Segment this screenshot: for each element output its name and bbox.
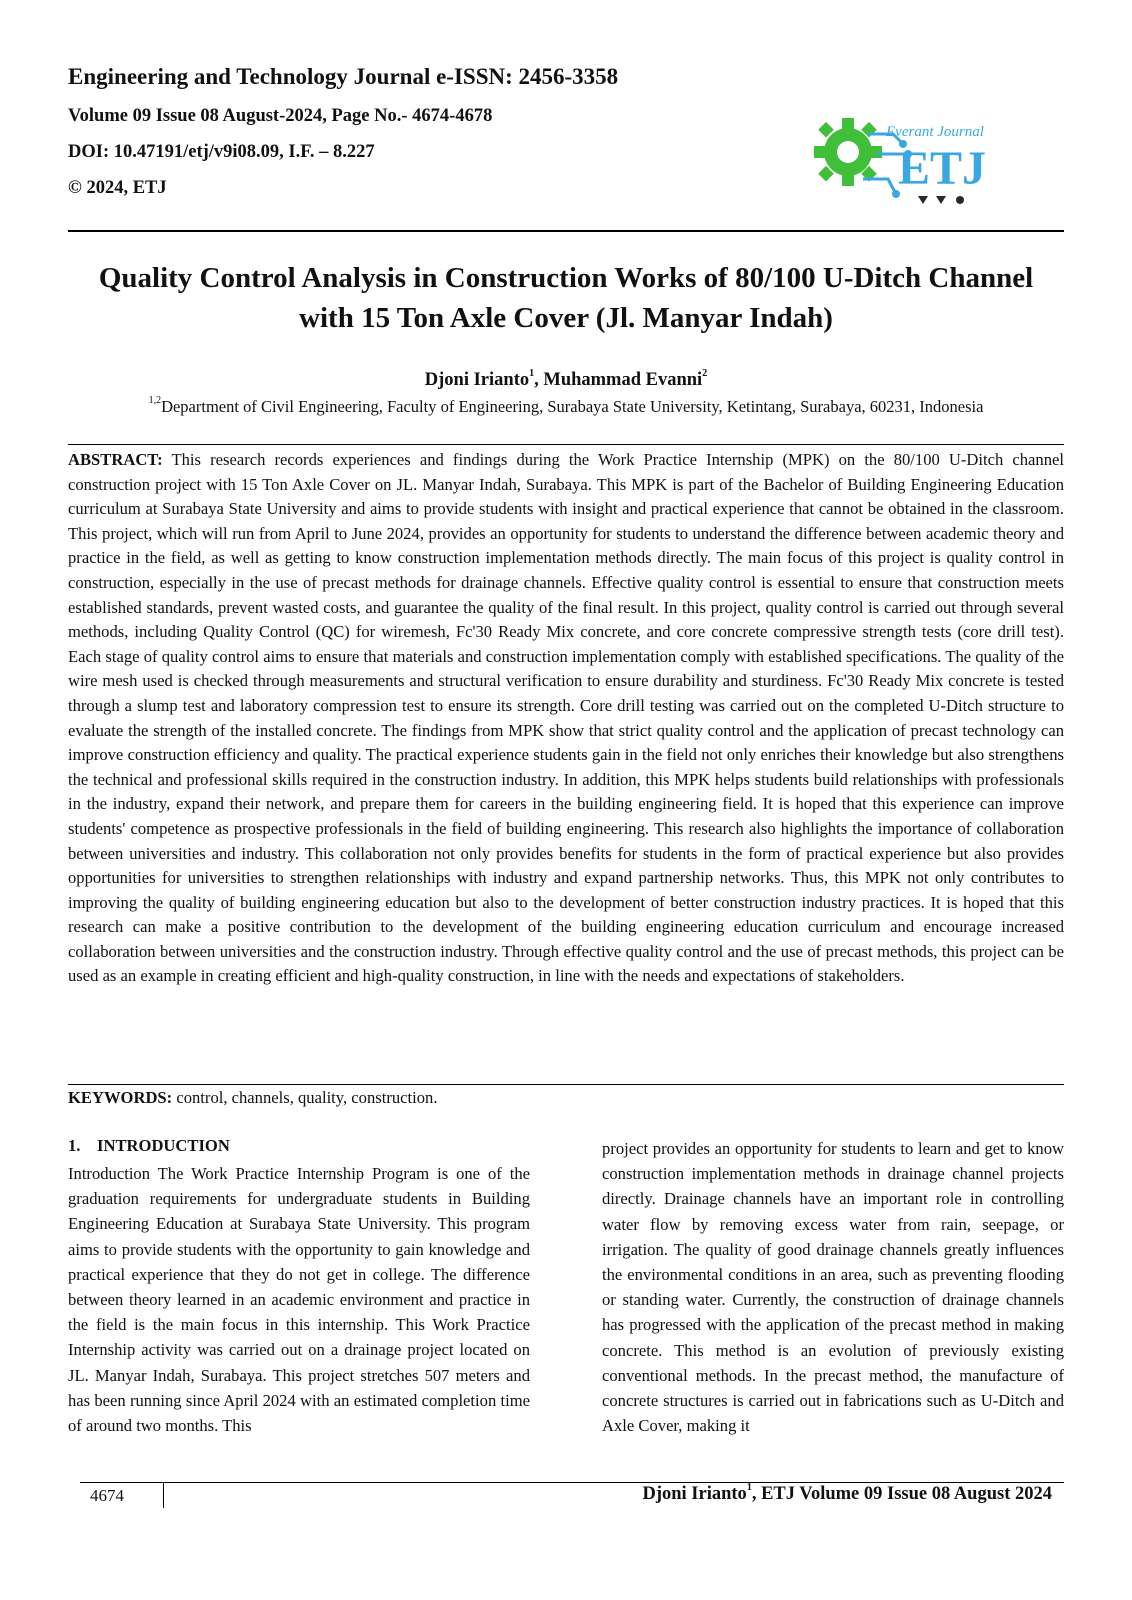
page-number: 4674	[90, 1486, 124, 1505]
footer-author-mark: 1	[746, 1482, 752, 1493]
journal-name: Engineering and Technology Journal e-ISSN: 2456-3358	[68, 64, 619, 89]
section-heading	[68, 1136, 230, 1156]
logo-publisher: Everant Journal	[886, 124, 984, 140]
affiliation	[68, 397, 1064, 417]
abstract-label: ABSTRACT:	[68, 450, 163, 469]
author-separator: ,	[534, 370, 544, 390]
copyright: © 2024, ETJ	[68, 178, 167, 198]
footer-issue: , ETJ Volume 09 Issue 08 August 2024	[751, 1484, 1052, 1504]
journal-logo	[808, 104, 1018, 212]
abstract	[68, 448, 1064, 989]
section-number: 1.	[68, 1136, 81, 1155]
author-name: Djoni Irianto	[424, 370, 530, 390]
doi-info: DOI: 10.47191/etj/v9i08.09, I.F. – 8.227	[68, 142, 375, 162]
author-name: Muhammad Evanni	[543, 370, 703, 390]
footer-separator	[163, 1482, 164, 1508]
affiliation-text: Department of Civil Engineering, Faculty of Engineering, Surabaya State University, Ketintang, Surabaya, 60231, Indonesia	[161, 397, 984, 416]
footer-rule	[80, 1482, 1064, 1483]
intro-right-column: project provides an opportunity for students to learn and get to know construction implementation methods in drainage channel projects directly. Drainage channels have an important role in controlling water flow by removing excess water from rain, seepage, or irrigation. The quality of good drainage channels greatly influences the environmental conditions in an area, such as preventing flooding or standing water. Currently, the construction of drainage channels has progressed with the application of the precast method in making concrete. This method is an evolution of previously existing conventional methods. In the precast method, the manufacture of concrete structures is carried out in fabrications such as U-Ditch and Axle Cover, making it	[602, 1139, 1064, 1436]
abstract-top-rule	[68, 444, 1064, 445]
footer-author: Djoni Irianto	[642, 1484, 747, 1504]
footer-citation	[642, 1484, 1052, 1505]
journal-header	[68, 64, 748, 214]
keywords-text: control, channels, quality, construction.	[176, 1088, 438, 1107]
affiliation-mark: 1,2	[148, 395, 162, 406]
keywords	[68, 1086, 1064, 1110]
author-affil-mark: 1	[529, 368, 535, 379]
author-affil-mark: 2	[702, 368, 708, 379]
logo-mark: ETJ	[898, 142, 987, 195]
volume-info: Volume 09 Issue 08 August-2024, Page No.- 4674-4678	[68, 106, 493, 126]
keywords-label: KEYWORDS:	[68, 1088, 173, 1107]
author-list	[68, 370, 1064, 391]
header-rule	[68, 230, 1064, 232]
abstract-text: This research records experiences and findings during the Work Practice Internship (MPK) on the 80/100 U-Ditch channel construction project with 15 Ton Axle Cover on JL. Manyar Indah, Surabaya. This MPK is part of the Bachelor of Building Engineering Education curriculum at Surabaya State University and aims to provide students with insight and practical experience that cannot be obtained in the classroom. This project, which will run from April to June 2024, provides an opportunity for students to understand the difference between academic theory and practice in the field, as well as getting to know construction implementation methods directly. The main focus of this project is quality control in construction, especially in the use of precast methods for drainage channels. Effective quality control is essential to ensure that construction meets established standards, prevent wasted costs, and guarantee the quality of the final result. In this project, quality control is carried out through several methods, including Quality Control (QC) for wiremesh, Fc'30 Ready Mix concrete, and core concrete compressive strength tests (core drill test). Each stage of quality control aims to ensure that materials and construction implementation comply with established specifications. The quality of the wire mesh used is checked through measurements and structural verification to ensure durability and sturdiness. Fc'30 Ready Mix concrete is tested through a slump test and laboratory compression test to ensure its strength. Core drill testing was carried out on the completed U-Ditch structure to evaluate the strength of the installed concrete. The findings from MPK show that strict quality control and the application of precast technology can improve construction efficiency and quality. The practical experience students gain in the field not only enriches their knowledge but also strengthens the technical and professional skills required in the construction industry. In addition, this MPK helps students build relationships with professionals in the industry, expand their network, and prepare them for careers in the building engineering field. It is hoped that this experience can improve students' competence as prospective professionals in the field of building engineering. This research also highlights the importance of collaboration between universities and industry. This collaboration not only provides benefits for students in the form of practical experience but also provides opportunities for universities to strengthen relationships with industry and expand partnership networks. Thus, this MPK not only contributes to improving the quality of building engineering education but also to the development of better construction industry practices. It is hoped that this research can make a positive contribution to the development of the building engineering education curriculum and encourage increased collaboration between universities and the construction industry. Through effective quality control and the use of precast methods, this project can be used as an example in creating efficient and high-quality construction, in line with the needs and expectations of stakeholders.	[68, 450, 1064, 986]
intro-left-column: Introduction The Work Practice Internship Program is one of the graduation requirements for undergraduate students in Building Engineering Education at Surabaya State University. This program aims to provide students with the opportunity to gain knowledge and practical experience that they do not get in college. The difference between theory learned in an academic environment and practice in the field is the main focus in this internship. This Work Practice Internship activity was carried out on a drainage project located on JL. Manyar Indah, Surabaya. This project stretches 507 meters and has been running since April 2024 with an estimated completion time of around two months. This	[68, 1164, 530, 1436]
abstract-bottom-rule	[68, 1084, 1064, 1085]
paper-title: Quality Control Analysis in Construction Works of 80/100 U-Ditch Channel with 15 Ton Axle Cover (Jl. Manyar Indah)	[98, 262, 1034, 334]
section-title: INTRODUCTION	[97, 1136, 230, 1155]
